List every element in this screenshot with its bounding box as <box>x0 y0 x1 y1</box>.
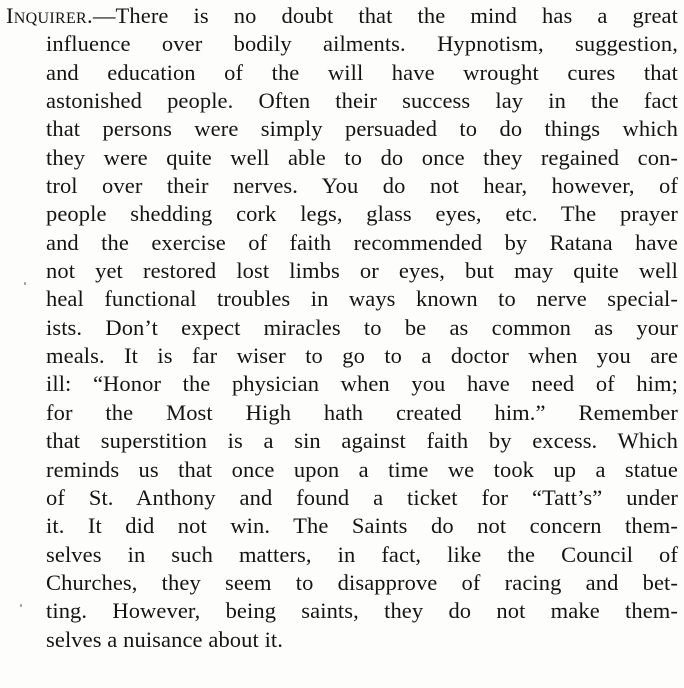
article-line: ill: “Honor the physician when you have need of him; <box>46 371 678 397</box>
article-line: reminds us that once upon a time we took up a statue <box>46 456 678 482</box>
article-line: they were quite well able to do once they regained con- <box>46 144 678 170</box>
article-line: selves a nuisance about it. <box>46 626 284 652</box>
article-line: that superstition is a sin against faith by excess. Which <box>46 428 678 454</box>
article-line: it. It did not win. The Saints do not concern them- <box>46 513 678 539</box>
article-line: for the Most High hath created him.” Remember <box>46 399 678 425</box>
article-line: ists. Don’t expect miracles to be as common as your <box>46 314 678 340</box>
article-lead: Inquirer. <box>6 3 93 28</box>
article-line: and the exercise of faith recommended by Ratana have <box>46 229 678 255</box>
article-line: not yet restored lost limbs or eyes, but may quite well <box>46 258 678 284</box>
article-line: influence over bodily ailments. Hypnotism, suggestion, <box>46 31 678 57</box>
article-line: selves in such matters, in fact, like the Council of <box>46 541 678 567</box>
article-line: people shedding cork legs, glass eyes, etc. The prayer <box>46 201 678 227</box>
print-speck <box>24 282 26 285</box>
article-line: of St. Anthony and found a ticket for “Tatt’s” under <box>46 484 678 510</box>
article-line: ting. However, being saints, they do not make them- <box>46 598 678 624</box>
article-line: and education of the will have wrought cures that <box>46 59 678 85</box>
article-line: heal functional troubles in ways known to nerve special- <box>46 286 678 312</box>
article-line-text: —There is no doubt that the mind has a great <box>92 3 678 28</box>
article-line: meals. It is far wiser to go to a doctor when you are <box>46 343 678 369</box>
article-line: that persons were simply persuaded to do things which <box>46 116 678 142</box>
print-speck <box>20 604 22 607</box>
article-text <box>6 2 678 654</box>
article-line <box>6 2 678 30</box>
article-line: astonished people. Often their success lay in the fact <box>46 88 678 114</box>
article-line: trol over their nerves. You do not hear, however, of <box>46 173 678 199</box>
article-line: Churches, they seem to disapprove of racing and bet- <box>46 569 678 595</box>
